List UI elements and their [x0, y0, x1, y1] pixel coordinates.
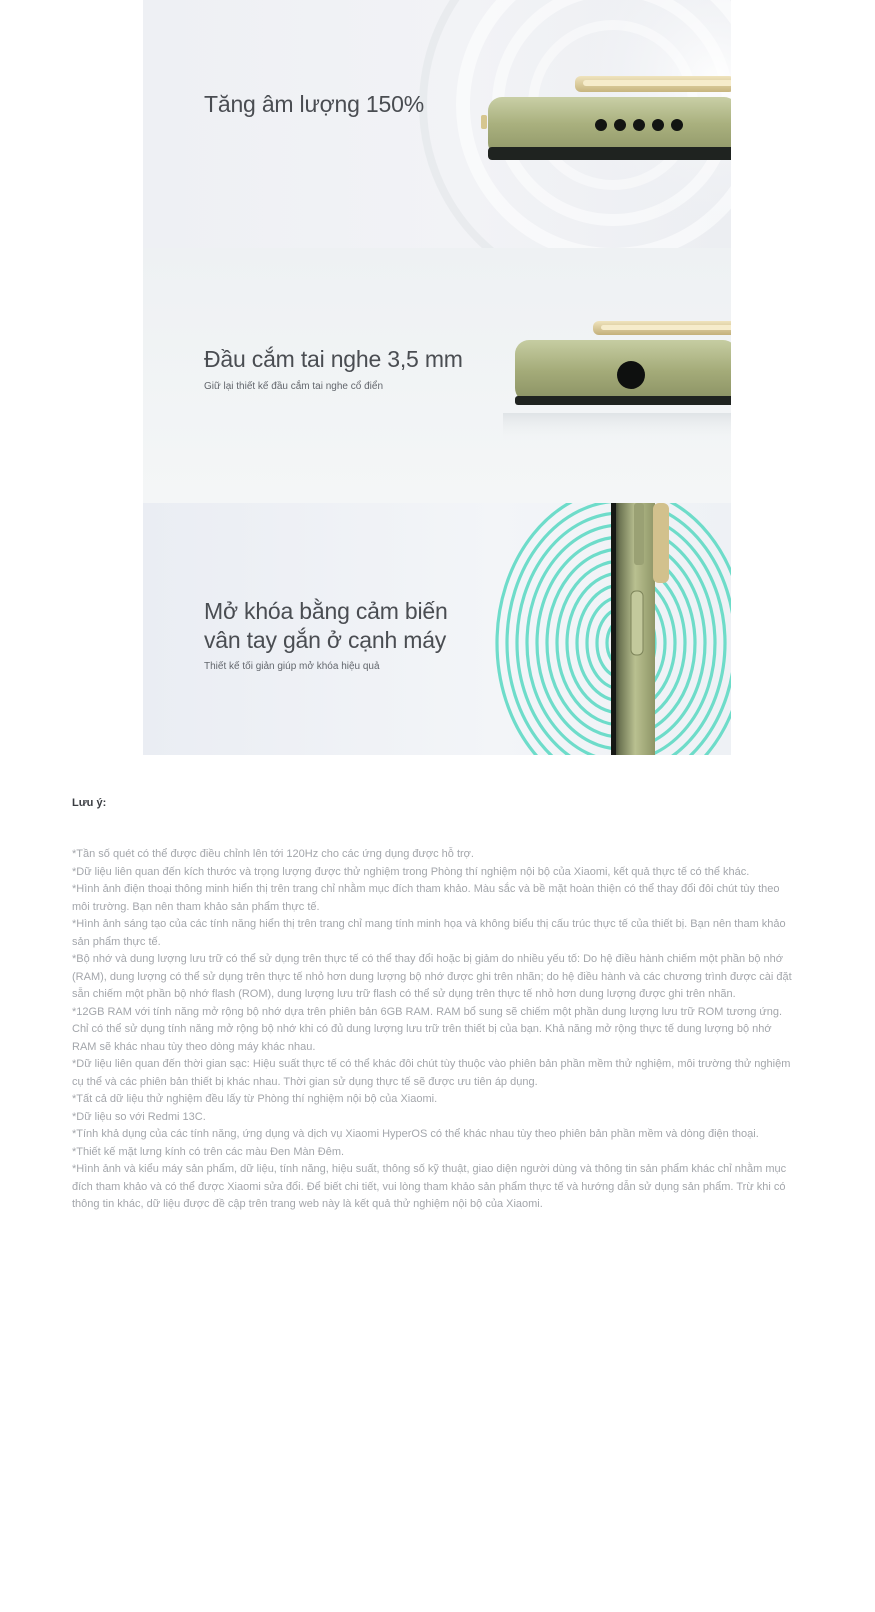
feature-subtitle-fingerprint: Thiết kế tối giản giúp mở khóa hiệu quả — [204, 661, 380, 672]
headphone-jack-hole — [617, 361, 645, 389]
note-item: *Hình ảnh sáng tạo của các tính năng hiển thị trên trang chỉ mang tính minh họa và không biểu thị cấu trúc thực tế của thiết bị. Bạn nên tham khảo sản phẩm thực tế. — [72, 918, 786, 948]
notes-title: Lưu ý: — [72, 797, 107, 809]
note-item: *Dữ liệu so với Redmi 13C. — [72, 1110, 206, 1123]
note-item: *Dữ liệu liên quan đến kích thước và trọng lượng được thử nghiệm trong Phòng thí nghiệm nội bộ của Xiaomi, kết quả thực tế có thể khác. — [72, 865, 750, 878]
note-item: *Thiết kế mặt lưng kính có trên các màu Đen Màn Đêm. — [72, 1145, 345, 1158]
notes-list — [72, 846, 792, 1214]
feature-panel-fingerprint — [143, 503, 731, 755]
headphone-jack-illustration — [143, 248, 731, 503]
feature-title-volume: Tăng âm lượng 150% — [204, 91, 424, 117]
note-item: *Hình ảnh điện thoại thông minh hiển thị trên trang chỉ nhằm mục đích tham khảo. Màu sắc và bề mặt hoàn thiện có thể thay đổi đôi chút tùy theo môi trường. Bạn nên tham khảo sản phẩm thực tế. — [72, 883, 780, 913]
speaker-illustration — [143, 0, 731, 248]
note-item: *Tất cả dữ liệu thử nghiệm đều lấy từ Phòng thí nghiệm nội bộ của Xiaomi. — [72, 1093, 438, 1105]
note-item: *Hình ảnh và kiểu máy sản phẩm, dữ liệu, tính năng, hiệu suất, thông số kỹ thuật, giao diện người dùng và thông tin sản phẩm khác chỉ nhằm mục đích tham khảo và có thể được Xiaomi sửa đổi. Để biết chi tiết, vui lòng tham khảo sản phẩm thực tế và hướng dẫn sử dụng sản phẩm. Trừ khi có thông tin khác, dữ liệu được đề cập trên trang web này là kết quả thử nghiệm nội bộ của Xiaomi. — [72, 1163, 787, 1210]
feature-panel-headphone-jack — [143, 248, 731, 503]
note-item: *12GB RAM với tính năng mở rộng bộ nhớ dựa trên phiên bản 6GB RAM. RAM bổ sung sẽ chiếm một phần dung lượng lưu trữ ROM tương ứng. Chỉ có thể sử dụng tính năng mở rộng bộ nhớ khi có đủ dung lượng lưu trữ trên thiết bị của bạn. Khả năng mở rộng thực tế dung lượng bộ nhớ RAM sẽ khác nhau tùy theo dòng máy khác nhau. — [72, 1005, 783, 1053]
note-item: *Tần số quét có thể được điều chỉnh lên tới 120Hz cho các ứng dụng được hỗ trợ. — [72, 848, 474, 860]
feature-subtitle-headphone-jack: Giữ lại thiết kế đầu cắm tai nghe cổ điển — [204, 381, 384, 392]
feature-title-fingerprint-line2: vân tay gắn ở cạnh máy — [204, 627, 447, 653]
feature-title-headphone-jack: Đầu cắm tai nghe 3,5 mm — [204, 346, 463, 372]
note-item: *Dữ liệu liên quan đến thời gian sạc: Hiệu suất thực tế có thể khác đôi chút tùy thuộc vào phiên bản phần mềm thử nghiệm, môi trường thử nghiệm cụ thể và các phiên bản thiết bị khác nhau. Thời gian sử dụng thực tế sẽ được ưu tiên áp dụng. — [72, 1058, 791, 1088]
note-item: *Bộ nhớ và dung lượng lưu trữ có thể sử dụng trên thực tế có thể thay đổi hoặc bị giảm do nhiều yếu tố: Do hệ điều hành chiếm một phần bộ nhớ (RAM), dung lượng có thể sử dụng trên thực tế nhỏ hơn dung lượng bộ nhớ được ghi trên nhãn; do hệ điều hành và các chương trình được cài đặt sẵn chiếm một phần bộ nhớ flash (ROM), dung lượng lưu trữ flash có thể sử dụng trên thực tế nhỏ hơn dung lượng được ghi trên nhãn. — [72, 953, 792, 1000]
feature-panel-speaker — [143, 0, 731, 248]
fingerprint-sensor-button — [631, 591, 643, 655]
note-item: *Tính khả dụng của các tính năng, ứng dụng và dịch vụ Xiaomi HyperOS có thể khác nhau tùy theo phiên bản phần mềm và dòng điện thoại. — [72, 1128, 759, 1140]
feature-title-fingerprint-line1: Mở khóa bằng cảm biến — [204, 598, 448, 624]
